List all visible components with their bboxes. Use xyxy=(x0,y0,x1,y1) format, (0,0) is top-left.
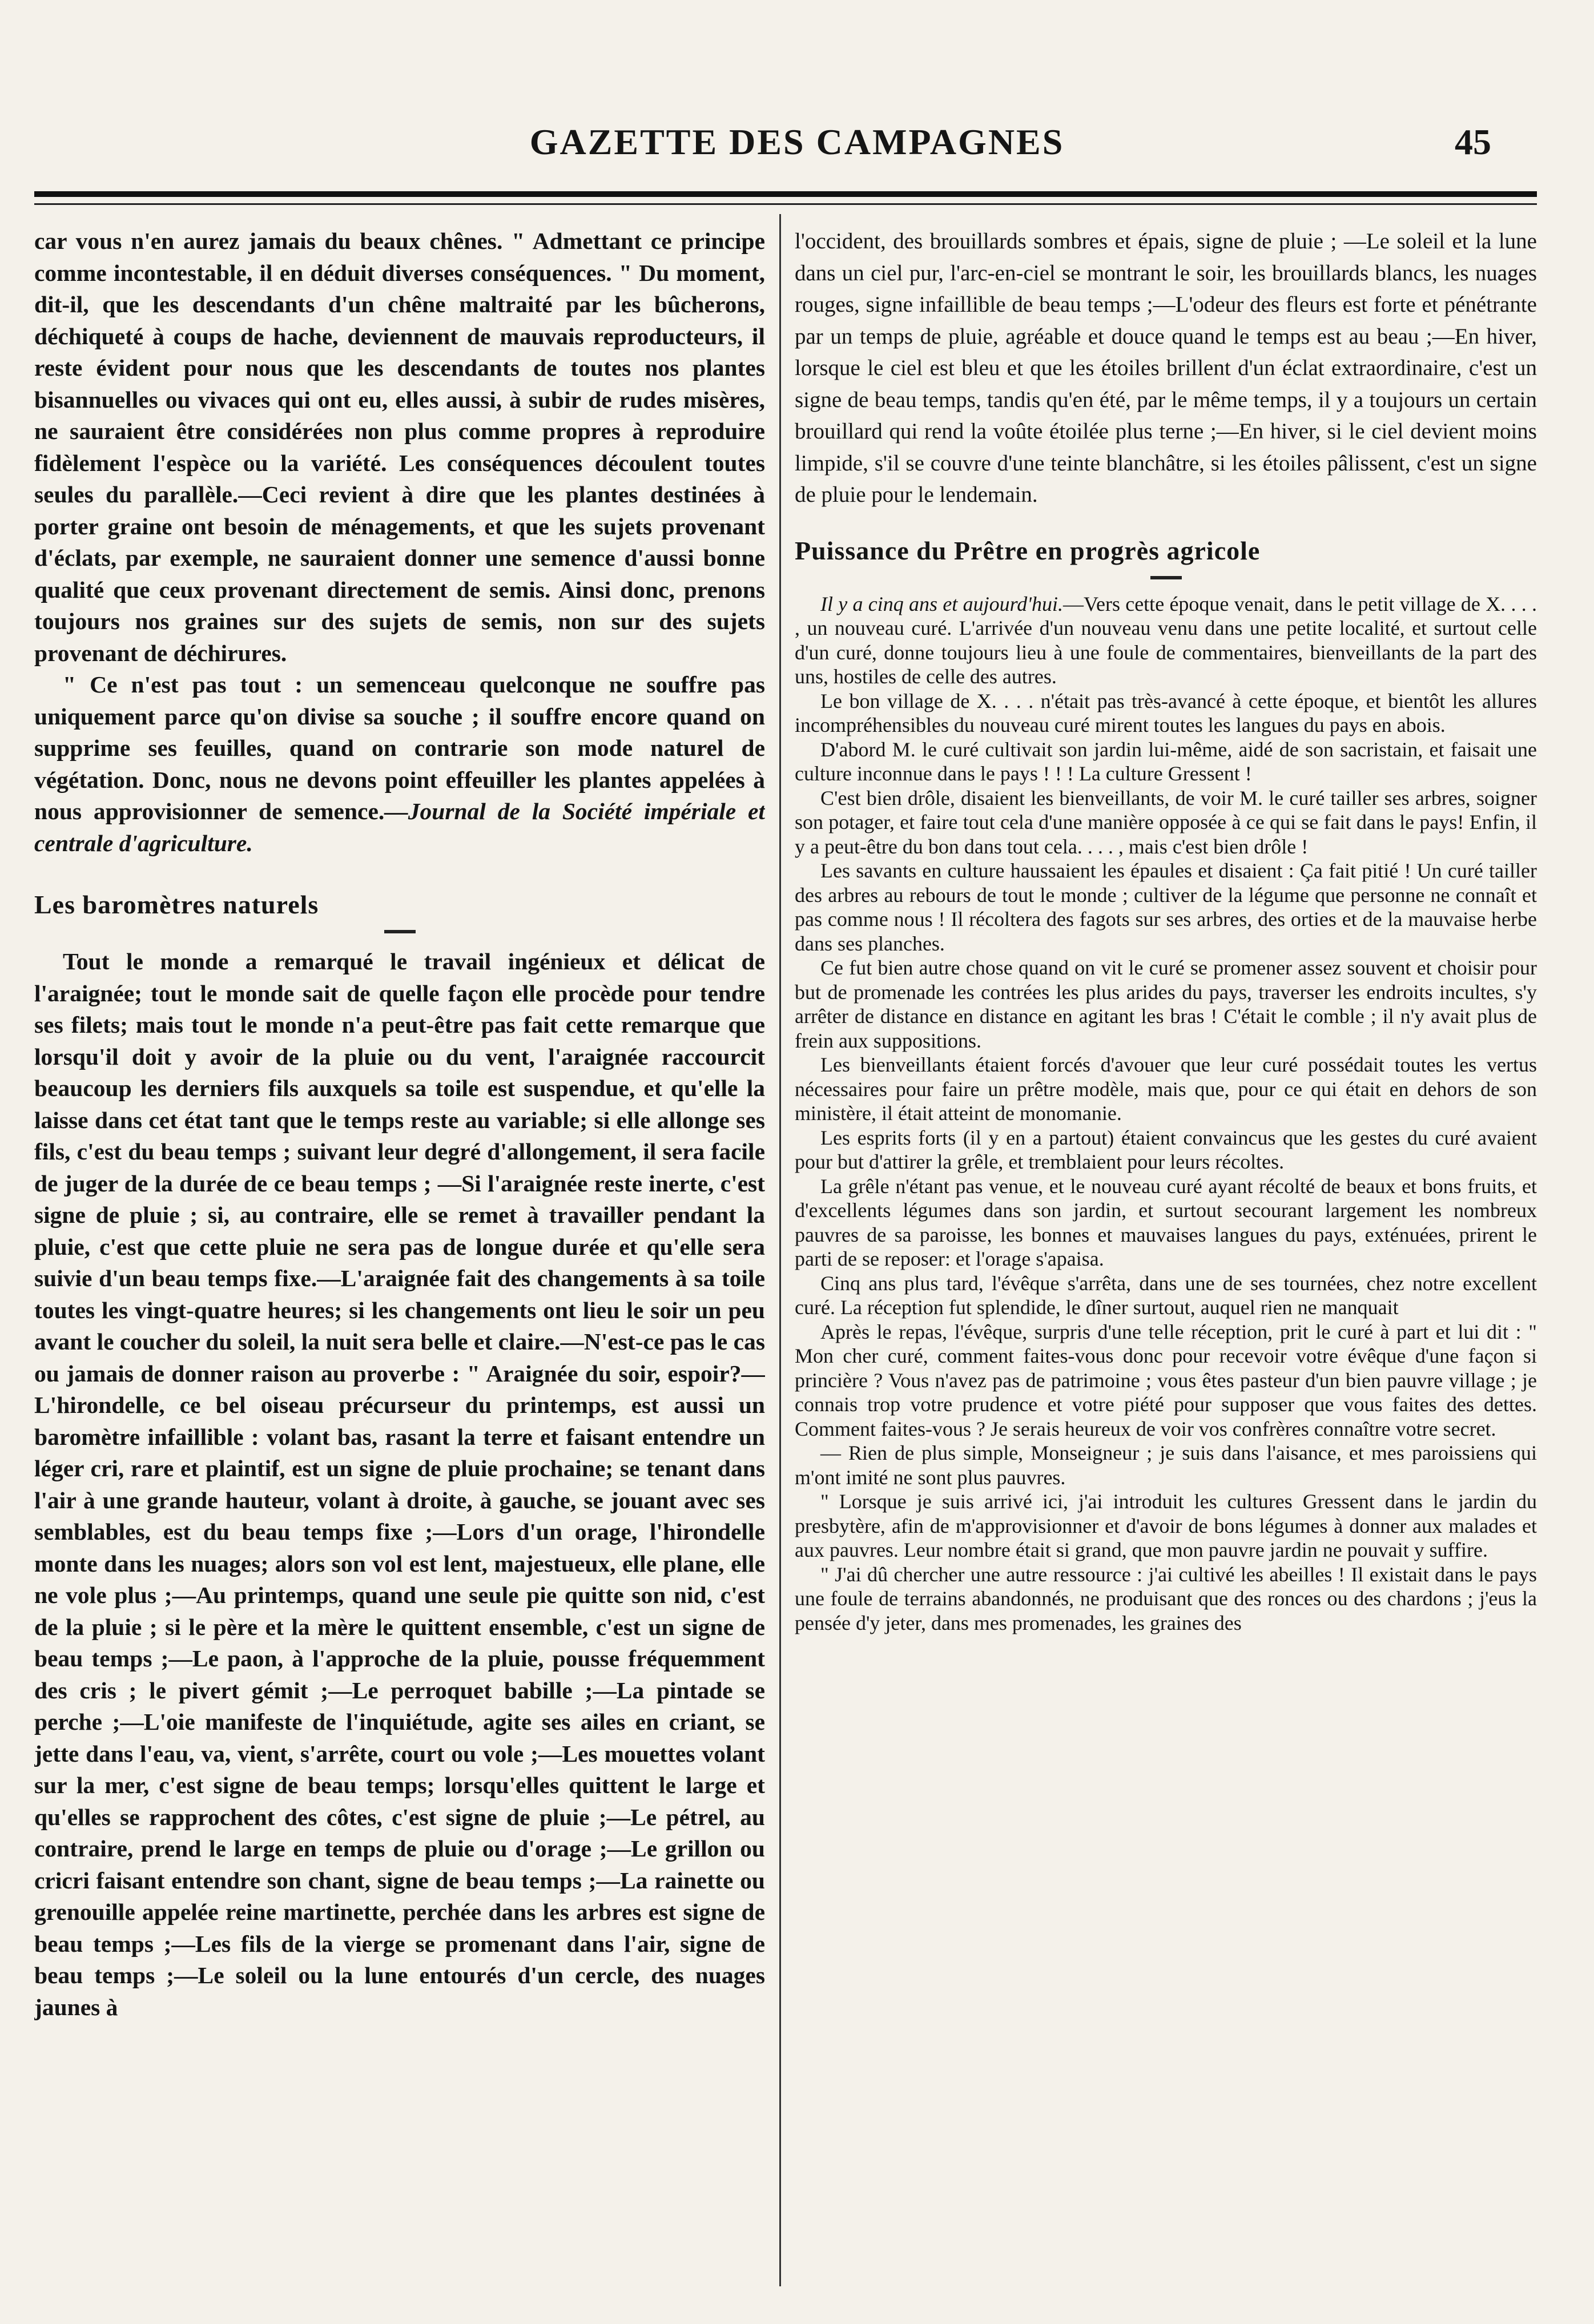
article-paragraph: Les savants en culture haussaient les épaules et disaient : Ça fait pitié ! Un curé tailler des arbres au rebours de tout le monde ; cultiver de la légume que personne ne connaît et pas comme nous ! Il récoltera des fagots sur ses arbres, des orties et de la mauvaise herbe dans ses planches. xyxy=(795,859,1537,955)
article-paragraph: " Lorsque je suis arrivé ici, j'ai introduit les cultures Gressent dans le jardin du presbytère, afin de m'approvisionner et d'avoir de bons légumes à donner aux malades et aux pauvres. Leur nombre était si grand, que mon pauvre jardin ne pouvait y suffire. xyxy=(795,1490,1537,1561)
article-paragraph: l'occident, des brouillards sombres et épais, signe de pluie ; —Le soleil et la lune dans un ciel pur, l'arc-en-ciel se montrant le soir, les brouillards blancs, les nuages rouges, signe infaillible de beau temps ;—L'odeur des fleurs est forte et pénétrante par un temps de pluie, agréable et douce quand le temps est au beau ;—En hiver, lorsque le ciel est bleu et que les étoiles brillent d'un éclat extraordinaire, c'est un signe de beau temps, tandis qu'en été, par le même temps, il y a toujours un certain brouillard qui rend la voûte étoilée plus terne ;—En hiver, si le ciel devient moins limpide, s'il se couvre d'une teinte blanchâtre, si les étoiles pâlissent, c'est un signe de pluie pour le lendemain. xyxy=(795,229,1537,507)
article-paragraph: Le bon village de X. . . . n'était pas très-avancé à cette époque, et bientôt les allures incompréhensibles du nouveau curé mirent toutes les langues du pays en abois. xyxy=(795,689,1537,736)
section-gap xyxy=(34,859,765,888)
section-title-ornament xyxy=(1150,576,1182,579)
article-source: —Journal de la Société impériale et centrale d'agriculture. xyxy=(34,798,765,856)
article-paragraph: Ce fut bien autre chose quand on vit le curé se promener assez souvent et choisir pour but de promenade les contrées les plus arides du pays, traverser les endroits incultes, s'y arrêter de distance en distance en agitant les bras ! C'était le comble ; il n'y avait plus de frein aux suppositions. xyxy=(795,956,1537,1052)
article-lead: Il y a cinq ans et aujourd'hui. xyxy=(820,592,1063,615)
article-paragraph xyxy=(34,669,765,859)
article-paragraph: Les bienveillants étaient forcés d'avouer que leur curé possédait toutes les vertus nécessaires pour faire un prêtre modèle, mais que, pour ce qui était en dehors de son ministère, il était atteint de monomanie. xyxy=(795,1053,1537,1125)
article-paragraph: C'est bien drôle, disaient les bienveillants, de voir M. le curé tailler ses arbres, soigner son potager, et faire tout cela d'une manière opposée à ce qui se fait dans le pays! Enfin, il y a peut-être du bon dans tout cela. . . . , mais c'est bien drôle ! xyxy=(795,786,1537,858)
article-paragraph: Les esprits forts (il y en a partout) étaient convaincus que les gestes du curé avaient pour but d'attirer la grêle, et tremblaient pour leurs récoltes. xyxy=(795,1126,1537,1173)
article-paragraph: car vous n'en aurez jamais du beaux chênes. " Admettant ce principe comme incontestable, il en déduit diverses conséquences. " Du moment, dit-il, que les descendants d'un chêne maltraité par les bûcherons, déchiqueté à coups de hache, deviennent de mauvais reproducteurs, il reste évident pour nous que les descendants de toutes nos plantes bisannuelles ou vivaces qui ont eu, elles aussi, à subir de rudes misères, ne sauraient être considérées non plus comme propres à reproduire fidèlement l'espèce ou la variété. Les conséquences découlent toutes seules du parallèle.—Ceci revient à dire que les plantes destinées à porter graine ont besoin de ménagements, et que les sujets provenant d'éclats, par exemple, ne sauraient donner une semence d'aussi bonne qualité que ceux provenant directement de semis. Ainsi donc, prenons toujours nos graines sur des sujets de semis, non sur des sujets provenant de déchirures. xyxy=(34,228,765,666)
page-header-title: GAZETTE DES CAMPAGNES xyxy=(529,122,1065,162)
article-text: " Ce n'est pas tout : un semenceau quelconque ne souffre pas uniquement parce qu'on divise sa souche ; il souffre encore quand on supprime ses feuilles, quand on contrarie son mode naturel de végétation. Donc, nous ne devons point effeuiller les plantes appelées à nous approvisionner de semence. xyxy=(34,671,765,824)
section-title-ornament xyxy=(384,930,416,933)
article-paragraph: La grêle n'étant pas venue, et le nouveau curé ayant récolté de beaux et bons fruits, et d'excellents légumes dans son jardin, et surtout secourant largement les nombreux pauvres de sa paroisse, les bonnes et mauvaises langues du pays, exténuées, prirent le parti de se reposer: et l'orage s'apaisa. xyxy=(795,1174,1537,1270)
section-title-barometres: Les baromètres naturels xyxy=(34,890,319,919)
article-paragraph: D'abord M. le curé cultivait son jardin lui-même, aidé de son sacristain, et faisait une culture inconnue dans le pays ! ! ! La culture Gressent ! xyxy=(795,738,1537,785)
column-divider xyxy=(779,214,781,2286)
article-paragraph: — Rien de plus simple, Monseigneur ; je suis dans l'aisance, et mes paroissiens qui m'ont imité ne sont plus pauvres. xyxy=(795,1441,1537,1489)
article-text: —Vers cette époque venait, dans le petit village de X. . . . , un nouveau curé. L'arrivée d'un nouveau venu dans une petite localité, et surtout celle d'un curé, donne toujours lieu à une foule de commentaires, bienveillants de la part des uns, hostiles de celle des autres. xyxy=(795,592,1537,688)
article-paragraph xyxy=(795,592,1537,689)
article-paragraph: Tout le monde a remarqué le travail ingénieux et délicat de l'araignée; tout le monde sait de quelle façon elle procède pour tendre ses filets; mais tout le monde n'a peut-être pas fait cette remarque que lorsqu'il doit y avoir de la pluie ou du vent, l'araignée raccourcit beaucoup les derniers fils auxquels sa toile est suspendue, et qu'elle la laisse dans cet état tant que le temps reste au variable; si elle allonge ses fils, c'est du beau temps ; suivant leur degré d'allongement, il sera facile de juger de la durée de ce beau temps ; —Si l'araignée reste inerte, c'est signe de pluie ; si, au contraire, elle se remet à travailler pendant la pluie, c'est que cette pluie ne sera pas de longue durée et qu'elle sera suivie d'un beau temps fixe.—L'araignée fait des changements à sa toile toutes les vingt-quatre heures; si les changements ont lieu le soir un peu avant le coucher du soleil, la nuit sera belle et claire.—N'est-ce pas le cas ou jamais de donner raison au proverbe : " Araignée du soir, espoir?—L'hirondelle, ce bel oiseau précurseur du printemps, est aussi un baromètre infaillible : volant bas, rasant la terre et faisant entendre un léger cri, rare et plaintif, est un signe de pluie prochaine; se tenant dans l'air à une grande hauteur, volant à droite, à gauche, se jouant avec ses semblables, est du beau temps fixe ;—Lors d'un orage, l'hirondelle monte dans les nuages; alors son vol est lent, majestueux, elle plane, elle ne vole plus ;—Au printemps, quand une seule pie quitte son nid, c'est de la pluie ; si le père et la mère le quittent ensemble, c'est un signe de beau temps ;—Le paon, à l'approche de la pluie, pousse fréquemment des cris ; le pivert gémit ;—Le perroquet babille ;—La pintade se perche ;—L'oie manifeste de l'inquiétude, agite ses ailes en criant, se jette dans l'eau, va, vient, s'arrête, court ou vole ;—Les mouettes volant sur la mer, c'est signe de beau temps; lorsqu'elles quittent le large et qu'elles se rapprochent des côtes, c'est signe de pluie ;—Le pétrel, au contraire, prend le large en temps de pluie ou d'orage ;—Le grillon ou cricri faisant entendre son chant, signe de beau temps ;—La rainette ou grenouille appelée reine martinette, perchée dans les arbres est signe de beau temps ;—Les fils de la vierge se promenant dans l'air, signe de beau temps ;—Le soleil ou la lune entourés d'un cercle, des nuages jaunes à xyxy=(34,948,765,2020)
left-column xyxy=(34,225,765,2292)
header-rule-thin xyxy=(34,203,1537,205)
section-title-pretre: Puissance du Prêtre en progrès agricole xyxy=(795,535,1261,565)
right-column xyxy=(795,225,1537,2292)
header-rule-thick xyxy=(34,191,1537,197)
article-paragraph: Cinq ans plus tard, l'évêque s'arrêta, dans une de ses tournées, chez notre excellent curé. La réception fut splendide, le dîner surtout, auquel rien ne manquait xyxy=(795,1271,1537,1319)
article-paragraph: " J'ai dû chercher une autre ressource : j'ai cultivé les abeilles ! Il existait dans le pays une foule de terrains abandonnés, ne produisant que des ronces ou des chardons ; j'eus la pensée d'y jeter, dans mes promenades, les graines des xyxy=(795,1562,1537,1634)
page-number: 45 xyxy=(1455,122,1491,162)
section-gap xyxy=(795,511,1537,534)
article-paragraph: Après le repas, l'évêque, surpris d'une telle réception, prit le curé à part et lui dit : " Mon cher curé, comment faites-vous donc pour recevoir votre évêque d'une façon si princière ? Vous n'avez pas de patrimoine ; vous êtes pasteur d'un bien pauvre village ; je connais trop votre prudence et votre piété pour supposer que vous faites des dettes. Comment faites-vous ? Je serais heureux de voir vos confrères connaître votre secret. xyxy=(795,1320,1537,1440)
